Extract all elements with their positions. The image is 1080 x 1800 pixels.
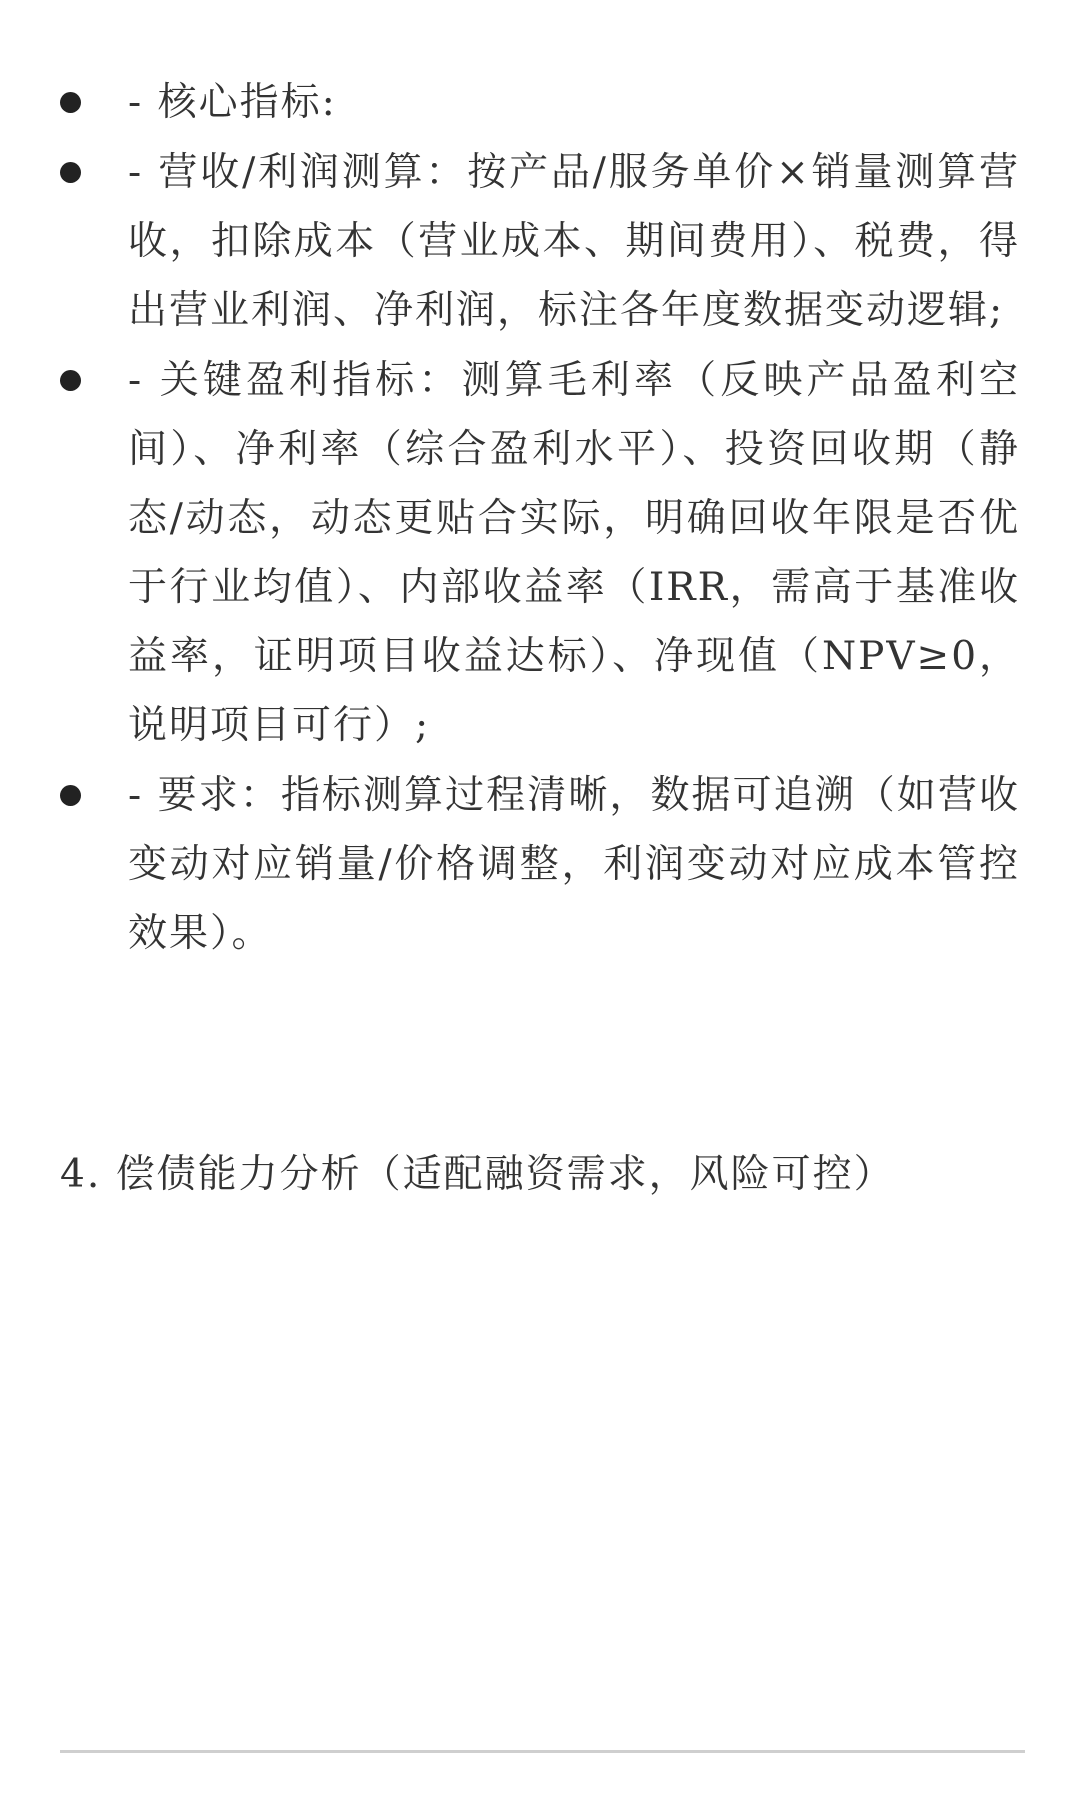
bullet-dot-icon: [60, 162, 81, 183]
section-heading: 4. 偿债能力分析（适配融资需求，风险可控）: [60, 1152, 895, 1197]
bullet-dot-icon: [60, 785, 81, 806]
bullet-dot-icon: [60, 370, 81, 391]
list-item-text: - 要求：指标测算过程清晰，数据可追溯（如营收变动对应销量/价格调整，利润变动对应成本管控效果）。: [128, 773, 1020, 956]
list-item-text: - 关键盈利指标：测算毛利率（反映产品盈利空间）、净利率（综合盈利水平）、投资回收期（静态/动态，动态更贴合实际，明确回收年限是否优于行业均值）、内部收益率（IRR，需高于基准收益率，证明项目收益达标）、净现值（NPV≥0，说明项目可行）;: [128, 358, 1020, 748]
list-item-text: - 营收/利润测算：按产品/服务单价×销量测算营收，扣除成本（营业成本、期间费用）、税费，得出营业利润、净利润，标注各年度数据变动逻辑;: [128, 150, 1020, 333]
list-item: [0, 346, 1080, 760]
list-item: [0, 68, 1080, 137]
bottom-divider: [60, 1750, 1025, 1753]
list-item: [0, 138, 1080, 345]
list-item-text: - 核心指标:: [128, 80, 337, 125]
list-item: [0, 761, 1080, 968]
bullet-dot-icon: [60, 92, 81, 113]
bullet-list: [0, 68, 1080, 969]
